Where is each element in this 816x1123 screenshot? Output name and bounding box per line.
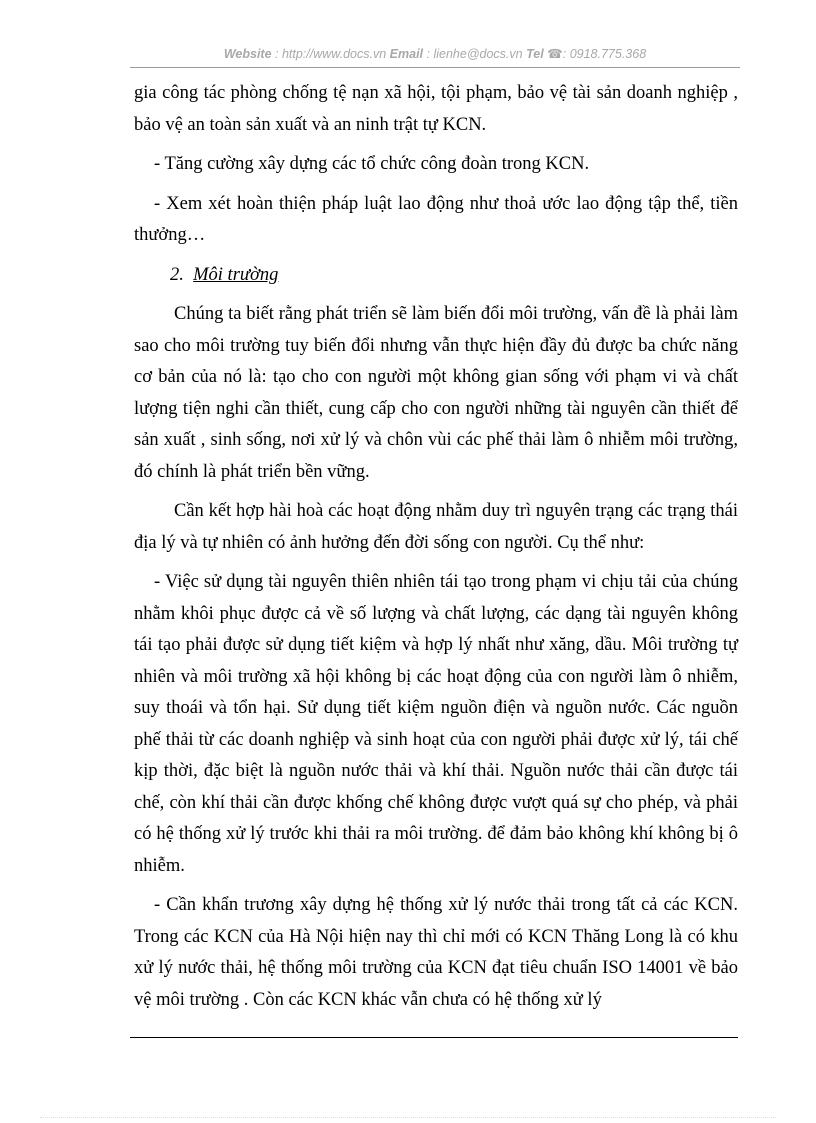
bullet-resource-use: - Việc sử dụng tài nguyên thiên nhiên tái tạo trong phạm vi chịu tải của chúng nhằm khôi phục được cả về số lượng và chất lượng, các dạng tài nguyên không tái tạo phải được sử dụng tiết kiệm và hợp lý nhất như xăng, dầu. Môi trường tự nhiên và môi trường xã hội không bị các hoạt động của con người làm ô nhiễm, suy thoái và tổn hại. Sử dụng tiết kiệm nguồn điện và nguồn nước. Các nguồn phế thải từ các doanh nghiệp và sinh hoạt của con người phải được xử lý, tái chế kịp thời, đặc biệt là nguồn nước thải và khí thải. Nguồn nước thải cần được tái chế, còn khí thải cần được khống chế không được vượt quá sự cho phép, và phải có hệ thống xử lý trước khi thải ra môi trường. để đảm bảo không khí không bị ô nhiễm. [134, 572, 738, 876]
email-label: Email [389, 47, 424, 61]
paragraph-continuation: gia công tác phòng chống tệ nạn xã hội, tội phạm, bảo vệ tài sản doanh nghiệp , bảo vệ an toàn sản xuất và an ninh trật tự KCN. [134, 83, 738, 135]
website-label: Website [223, 47, 272, 61]
section-heading [170, 260, 738, 292]
website-url[interactable]: : http://www.docs.vn [275, 47, 387, 61]
page-header [130, 46, 740, 61]
bullet-trade-union: - Tăng cường xây dựng các tổ chức công đoàn trong KCN. [154, 154, 590, 174]
document-body [134, 78, 738, 1024]
section-number: 2. [170, 264, 184, 285]
header-divider [130, 67, 740, 68]
bullet-labor-law: - Xem xét hoàn thiện pháp luật lao động như thoả ước lao động tập thể, tiền thưởng… [134, 193, 738, 245]
page-bottom-border [40, 1117, 776, 1118]
paragraph-sustainable-development: Chúng ta biết rằng phát triển sẽ làm biến đổi môi trường, vấn đề là phải làm sao cho môi trường tuy biến đổi nhưng vẫn thực hiện đầy đủ được ba chức năng cơ bản của nó là: tạo cho con người một không gian sống với phạm vi và chất lượng tiện nghi cần thiết, cung cấp cho con người những tài nguyên cần thiết để sản xuất , sinh sống, nơi xử lý và chôn vùi các phế thải làm ô nhiễm môi trường, đó chính là phát triển bền vững. [134, 304, 738, 482]
tel-number: ☎: 0918.775.368 [547, 47, 647, 61]
section-title: Môi trường [193, 264, 279, 285]
tel-label: Tel [526, 47, 544, 61]
paragraph-harmonize-activities: Cần kết hợp hài hoà các hoạt động nhằm duy trì nguyên trạng các trạng thái địa lý và tự nhiên có ảnh hưởng đến đời sống con người. Cụ thể như: [134, 501, 738, 553]
footer-divider [130, 1037, 738, 1038]
bullet-wastewater-system: - Cần khẩn trương xây dựng hệ thống xử lý nước thải trong tất cả các KCN. Trong các KCN của Hà Nội hiện nay thì chỉ mới có KCN Thăng Long là có khu xử lý nước thải, hệ thống môi trường của KCN đạt tiêu chuẩn ISO 14001 về bảo vệ môi trường . Còn các KCN khác vẫn chưa có hệ thống xử lý [134, 895, 738, 1010]
email-address[interactable]: : lienhe@docs.vn [426, 47, 523, 61]
